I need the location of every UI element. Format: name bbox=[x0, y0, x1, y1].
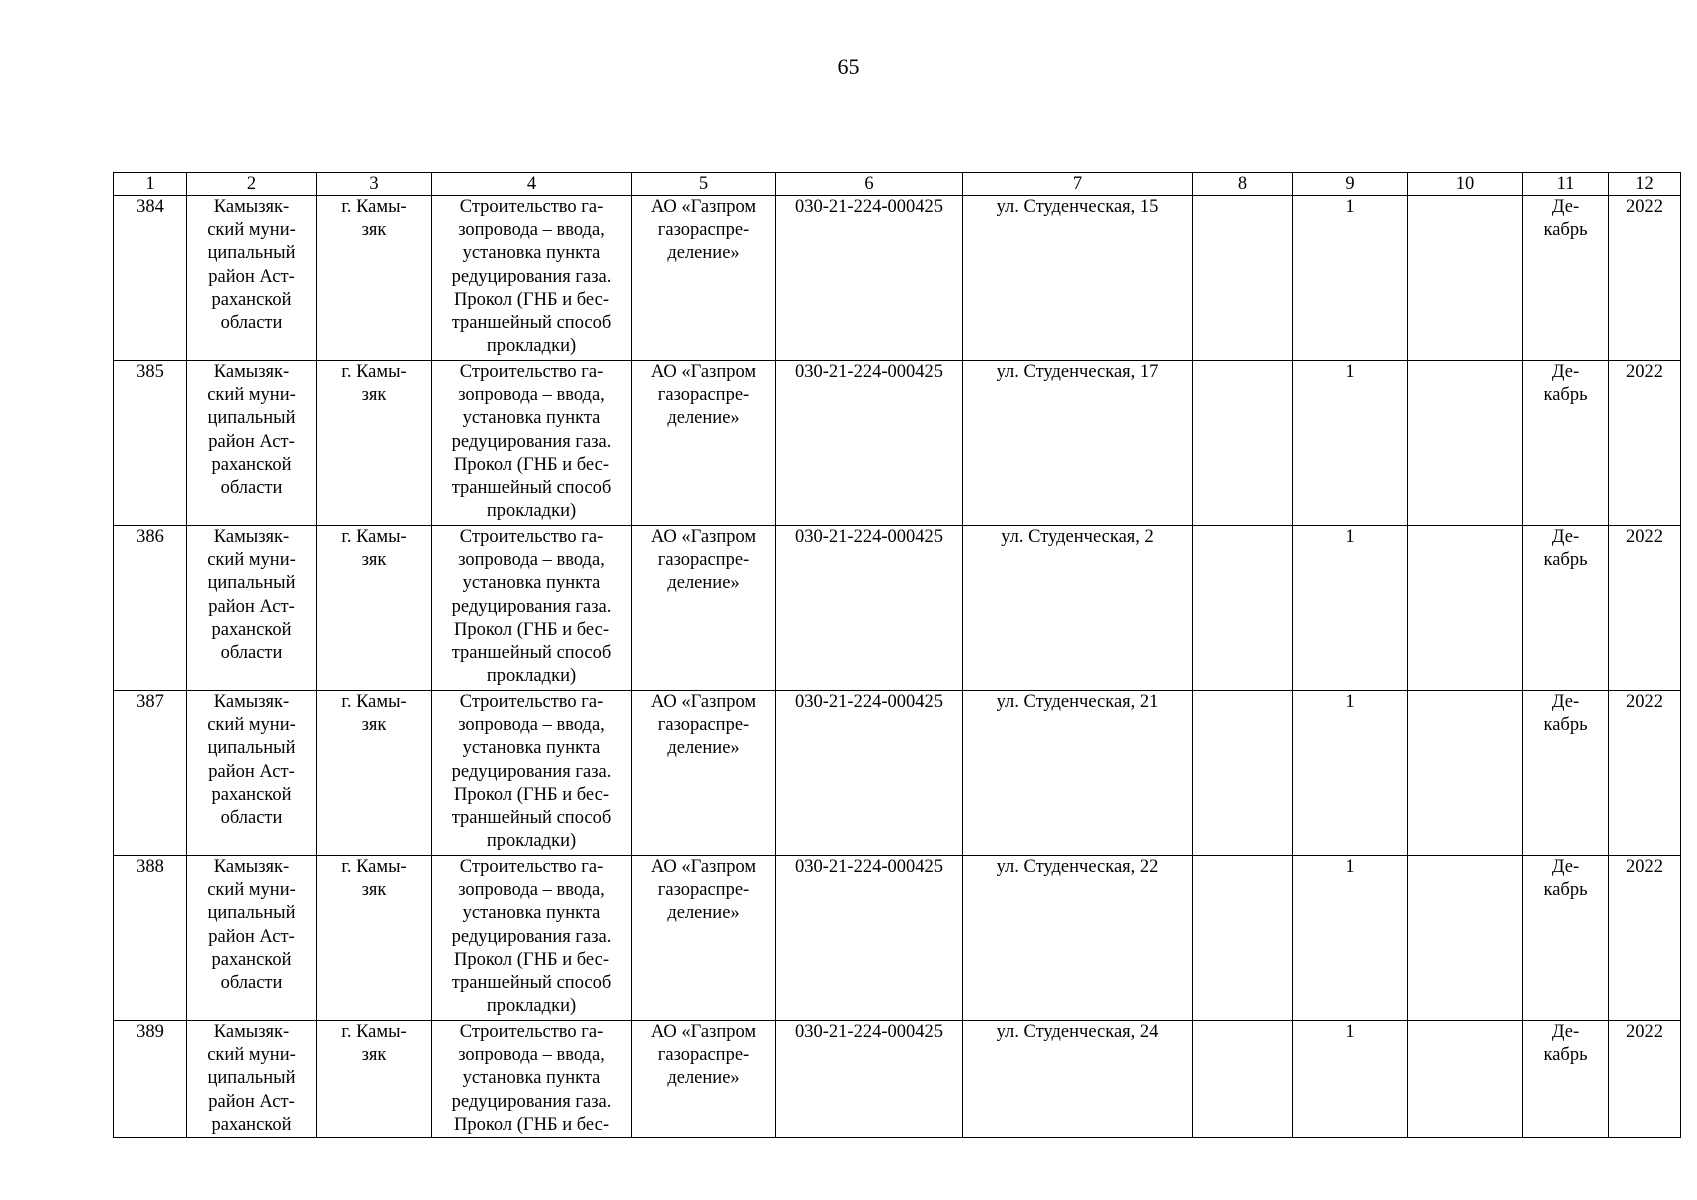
year-cell: 2022 bbox=[1609, 361, 1681, 526]
company-cell: АО «Газпром газораспре- деление» bbox=[632, 856, 776, 1021]
column-header: 1 bbox=[114, 173, 187, 196]
work-description-cell: Строительство га- зопровода – ввода, установка пункта редуцирования газа. Прокол (ГНБ и бес- траншейный способ прокладки) bbox=[432, 691, 632, 856]
year-cell: 2022 bbox=[1609, 691, 1681, 856]
header-row bbox=[114, 173, 1681, 196]
company-cell: АО «Газпром газораспре- деление» bbox=[632, 196, 776, 361]
column-10-cell bbox=[1408, 526, 1523, 691]
company-cell: АО «Газпром газораспре- деление» bbox=[632, 361, 776, 526]
district-cell: Камызяк- ский муни- ципальный район Аст- раханской области bbox=[187, 856, 317, 1021]
address-cell: ул. Студенческая, 17 bbox=[963, 361, 1193, 526]
district-cell: Камызяк- ский муни- ципальный район Аст- раханской области bbox=[187, 526, 317, 691]
page-number: 65 bbox=[837, 54, 860, 79]
column-header: 3 bbox=[317, 173, 432, 196]
month-cell: Де- кабрь bbox=[1523, 196, 1609, 361]
district-cell: Камызяк- ский муни- ципальный район Аст- раханской области bbox=[187, 691, 317, 856]
year-cell: 2022 bbox=[1609, 1021, 1681, 1138]
column-9-cell: 1 bbox=[1293, 361, 1408, 526]
district-cell: Камызяк- ский муни- ципальный район Аст- раханской области bbox=[187, 361, 317, 526]
table-row bbox=[114, 526, 1681, 691]
work-description-cell: Строительство га- зопровода – ввода, установка пункта редуцирования газа. Прокол (ГНБ и бес- траншейный способ прокладки) bbox=[432, 856, 632, 1021]
table-row bbox=[114, 856, 1681, 1021]
row-number-cell: 386 bbox=[114, 526, 187, 691]
locality-cell: г. Камы- зяк bbox=[317, 196, 432, 361]
column-header: 11 bbox=[1523, 173, 1609, 196]
column-9-cell: 1 bbox=[1293, 856, 1408, 1021]
column-header: 4 bbox=[432, 173, 632, 196]
column-10-cell bbox=[1408, 361, 1523, 526]
address-cell: ул. Студенческая, 24 bbox=[963, 1021, 1193, 1138]
column-8-cell bbox=[1193, 361, 1293, 526]
address-cell: ул. Студенческая, 21 bbox=[963, 691, 1193, 856]
locality-cell: г. Камы- зяк bbox=[317, 1021, 432, 1138]
month-cell: Де- кабрь bbox=[1523, 856, 1609, 1021]
locality-cell: г. Камы- зяк bbox=[317, 526, 432, 691]
locality-cell: г. Камы- зяк bbox=[317, 856, 432, 1021]
table-row bbox=[114, 361, 1681, 526]
column-10-cell bbox=[1408, 196, 1523, 361]
column-10-cell bbox=[1408, 856, 1523, 1021]
column-10-cell bbox=[1408, 1021, 1523, 1138]
address-cell: ул. Студенческая, 22 bbox=[963, 856, 1193, 1021]
locality-cell: г. Камы- зяк bbox=[317, 361, 432, 526]
month-cell: Де- кабрь bbox=[1523, 691, 1609, 856]
column-header: 5 bbox=[632, 173, 776, 196]
column-header: 8 bbox=[1193, 173, 1293, 196]
row-number-cell: 385 bbox=[114, 361, 187, 526]
column-header: 9 bbox=[1293, 173, 1408, 196]
company-cell: АО «Газпром газораспре- деление» bbox=[632, 691, 776, 856]
work-description-cell: Строительство га- зопровода – ввода, установка пункта редуцирования газа. Прокол (ГНБ и бес- bbox=[432, 1021, 632, 1138]
work-description-cell: Строительство га- зопровода – ввода, установка пункта редуцирования газа. Прокол (ГНБ и бес- траншейный способ прокладки) bbox=[432, 526, 632, 691]
column-9-cell: 1 bbox=[1293, 526, 1408, 691]
table-row bbox=[114, 1021, 1681, 1138]
address-cell: ул. Студенческая, 15 bbox=[963, 196, 1193, 361]
column-8-cell bbox=[1193, 196, 1293, 361]
company-cell: АО «Газпром газораспре- деление» bbox=[632, 526, 776, 691]
year-cell: 2022 bbox=[1609, 526, 1681, 691]
month-cell: Де- кабрь bbox=[1523, 1021, 1609, 1138]
month-cell: Де- кабрь bbox=[1523, 361, 1609, 526]
column-9-cell: 1 bbox=[1293, 1021, 1408, 1138]
column-header: 6 bbox=[776, 173, 963, 196]
locality-cell: г. Камы- зяк bbox=[317, 691, 432, 856]
district-cell: Камызяк- ский муни- ципальный район Аст- раханской области bbox=[187, 196, 317, 361]
code-cell: 030-21-224-000425 bbox=[776, 1021, 963, 1138]
column-9-cell: 1 bbox=[1293, 691, 1408, 856]
row-number-cell: 384 bbox=[114, 196, 187, 361]
column-header: 7 bbox=[963, 173, 1193, 196]
year-cell: 2022 bbox=[1609, 856, 1681, 1021]
column-10-cell bbox=[1408, 691, 1523, 856]
work-description-cell: Строительство га- зопровода – ввода, установка пункта редуцирования газа. Прокол (ГНБ и бес- траншейный способ прокладки) bbox=[432, 196, 632, 361]
column-8-cell bbox=[1193, 856, 1293, 1021]
column-header: 12 bbox=[1609, 173, 1681, 196]
code-cell: 030-21-224-000425 bbox=[776, 526, 963, 691]
address-cell: ул. Студенческая, 2 bbox=[963, 526, 1193, 691]
code-cell: 030-21-224-000425 bbox=[776, 691, 963, 856]
month-cell: Де- кабрь bbox=[1523, 526, 1609, 691]
year-cell: 2022 bbox=[1609, 196, 1681, 361]
document-table bbox=[113, 172, 1681, 1138]
table-row bbox=[114, 196, 1681, 361]
column-header: 10 bbox=[1408, 173, 1523, 196]
column-8-cell bbox=[1193, 526, 1293, 691]
column-8-cell bbox=[1193, 1021, 1293, 1138]
district-cell: Камызяк- ский муни- ципальный район Аст- раханской bbox=[187, 1021, 317, 1138]
company-cell: АО «Газпром газораспре- деление» bbox=[632, 1021, 776, 1138]
column-header: 2 bbox=[187, 173, 317, 196]
table-row bbox=[114, 691, 1681, 856]
row-number-cell: 388 bbox=[114, 856, 187, 1021]
column-8-cell bbox=[1193, 691, 1293, 856]
column-9-cell: 1 bbox=[1293, 196, 1408, 361]
work-description-cell: Строительство га- зопровода – ввода, установка пункта редуцирования газа. Прокол (ГНБ и бес- траншейный способ прокладки) bbox=[432, 361, 632, 526]
code-cell: 030-21-224-000425 bbox=[776, 361, 963, 526]
row-number-cell: 389 bbox=[114, 1021, 187, 1138]
row-number-cell: 387 bbox=[114, 691, 187, 856]
code-cell: 030-21-224-000425 bbox=[776, 196, 963, 361]
code-cell: 030-21-224-000425 bbox=[776, 856, 963, 1021]
